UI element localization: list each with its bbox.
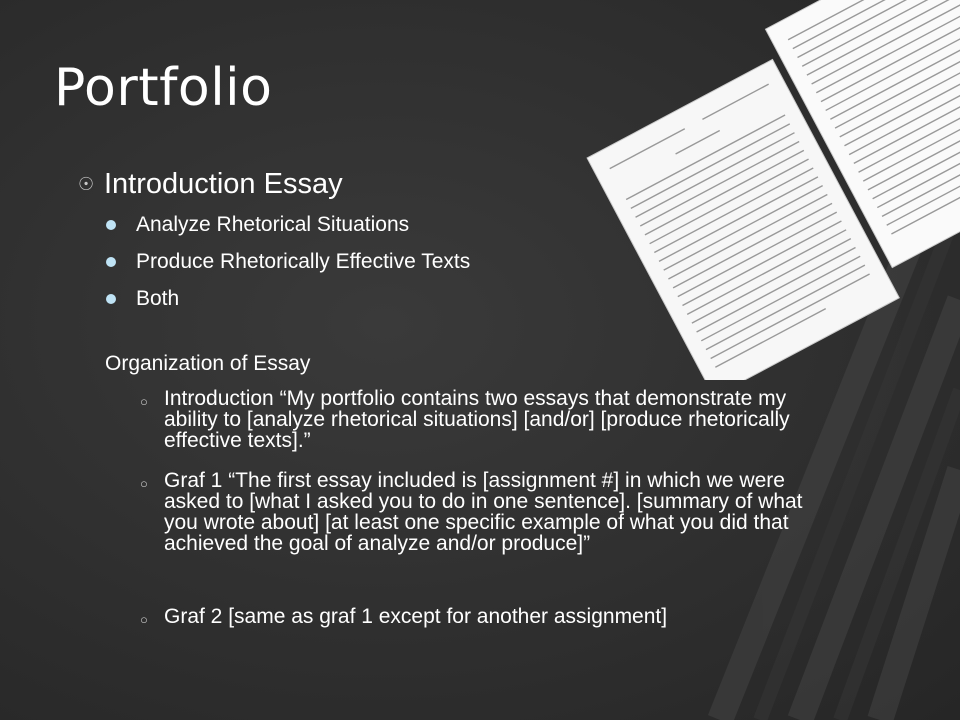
bullet-dot-icon	[106, 257, 116, 267]
ring-bullet-icon: ○	[140, 476, 148, 491]
bullet-marker-icon: ☉	[78, 174, 95, 194]
bullet-introduction-essay	[78, 168, 343, 201]
bullet-text: Both	[136, 287, 180, 310]
sub-bullet-text: Introduction “My portfolio contains two essays that demonstrate my ability to [analyze rhetorical situations] [and/or] [produce rhetorically effective texts].”	[164, 387, 790, 452]
sub-bullet-item	[140, 470, 830, 554]
ring-bullet-icon: ○	[140, 394, 148, 409]
bullet-text: Produce Rhetorically Effective Texts	[136, 250, 471, 273]
essay-pages-image	[560, 0, 960, 380]
bullet-item	[106, 250, 470, 274]
organization-heading: Organization of Essay	[105, 352, 311, 375]
bullet-item	[106, 213, 409, 237]
bullet-text: Introduction Essay	[104, 168, 343, 200]
ring-bullet-icon: ○	[140, 612, 148, 627]
sub-bullet-item	[140, 606, 830, 630]
bullet-dot-icon	[106, 220, 116, 230]
bullet-dot-icon	[106, 294, 116, 304]
bullet-text: Analyze Rhetorical Situations	[136, 213, 410, 236]
slide-title: Portfolio	[54, 58, 273, 118]
sub-bullet-text: Graf 1 “The first essay included is [assignment #] in which we were asked to [what I asked you to do in one sentence]. [summary of what you wrote about] [at least one specific example of what you did that achieved the goal of analyze and/or produce]”	[164, 469, 803, 555]
sub-bullet-item	[140, 388, 830, 451]
bullet-item	[106, 287, 179, 311]
sub-bullet-text: Graf 2 [same as graf 1 except for another assignment]	[164, 605, 668, 628]
